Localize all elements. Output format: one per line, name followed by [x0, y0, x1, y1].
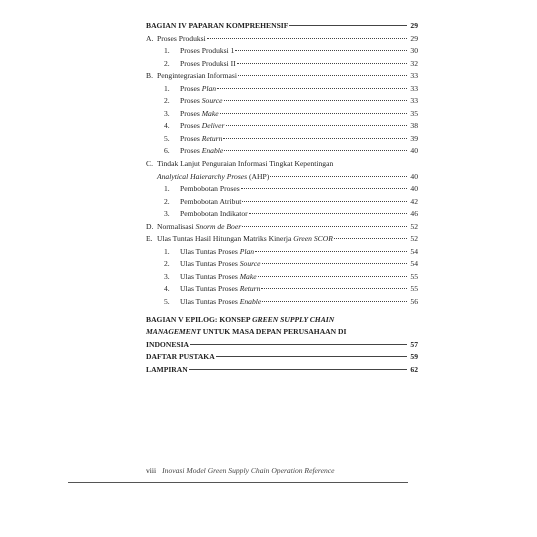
toc-entry-page: 59 — [410, 352, 418, 362]
toc-entry-page: 42 — [410, 196, 418, 206]
toc-entry-page: 38 — [410, 121, 418, 131]
toc-entry-page: 54 — [410, 259, 418, 269]
leader-line — [255, 251, 407, 252]
toc-entry-title: LAMPIRAN — [146, 364, 188, 374]
toc-entry-number: 2. — [164, 96, 170, 106]
toc-entry-number: B. — [146, 71, 153, 81]
toc-entry-bagian-iv[interactable] — [146, 20, 418, 33]
page-footer — [146, 466, 335, 475]
footer-book-title: Inovasi Model Green Supply Chain Operation Reference — [162, 466, 335, 475]
toc-subentry[interactable] — [146, 45, 418, 58]
toc-subentry[interactable] — [146, 296, 418, 309]
toc-entry-page: 32 — [410, 58, 418, 68]
toc-entry-page: 33 — [410, 71, 418, 81]
leader-line — [334, 238, 407, 239]
toc-entry-page: 29 — [410, 21, 418, 30]
toc-entry-number: 2. — [164, 259, 170, 269]
toc-entry-number: A. — [146, 33, 154, 43]
leader-line — [226, 125, 407, 126]
toc-entry-page: 52 — [410, 221, 418, 231]
toc-entry-title-italic: Plan — [239, 246, 255, 256]
toc-entry-title: Proses Produksi 1 — [180, 46, 235, 56]
leader-line — [242, 201, 407, 202]
toc-entry-daftar-pustaka[interactable] — [146, 351, 418, 364]
toc-entry-page: 62 — [410, 364, 418, 374]
toc-subentry[interactable] — [146, 120, 418, 133]
toc-subentry[interactable] — [146, 246, 418, 259]
toc-entry-number: E. — [146, 234, 153, 244]
leader-line — [224, 100, 407, 101]
leader-line — [261, 288, 407, 289]
toc-entry-title: Proses Produksi II — [180, 58, 236, 68]
toc-entry-title-italic: Snorm de Boer — [195, 221, 242, 231]
leader-line — [220, 113, 407, 114]
toc-entry-page: 30 — [410, 46, 418, 56]
toc-entry-number: 2. — [164, 58, 170, 68]
leader-line — [207, 38, 407, 39]
leader-line — [249, 213, 407, 214]
toc-subentry[interactable] — [146, 196, 418, 209]
toc-entry-page: 39 — [410, 133, 418, 143]
toc-entry-title: Proses — [180, 108, 202, 118]
toc-entry-title: UNTUK MASA DEPAN PERUSAHAAN DI — [200, 327, 347, 337]
leader-line — [289, 25, 407, 26]
toc-entry-title: Normalisasi — [157, 221, 196, 231]
toc-subentry[interactable] — [146, 95, 418, 108]
leader-line — [241, 188, 407, 189]
toc-entry-title-italic: Return — [239, 284, 261, 294]
toc-subentry[interactable] — [146, 108, 418, 121]
toc-entry-page: 40 — [410, 146, 418, 156]
toc-entry-title-italic: Return — [201, 133, 223, 143]
leader-line — [189, 369, 407, 370]
toc-entry-title: (AHP) — [247, 171, 270, 181]
toc-entry-title-italic: GREEN SUPPLY CHAIN — [252, 314, 335, 324]
leader-line — [235, 50, 407, 51]
leader-line — [258, 276, 407, 277]
toc-subentry[interactable] — [146, 183, 418, 196]
toc-entry-page: 35 — [410, 108, 418, 118]
toc-entry-title: Ulas Tuntas Hasil Hitungan Matriks Kinerja — [157, 234, 294, 244]
toc-entry-page: 40 — [410, 184, 418, 194]
toc-entry-number: 2. — [164, 196, 170, 206]
toc-entry-title: Ulas Tuntas Proses — [180, 284, 240, 294]
toc-entry-page: 33 — [410, 83, 418, 93]
toc-entry-e[interactable] — [146, 233, 418, 246]
toc-entry-title-italic: Deliver — [201, 121, 225, 131]
toc-entry-number: 3. — [164, 209, 170, 219]
toc-entry-title-italic: Source — [239, 259, 261, 269]
toc-entry-title-italic: Green SCOR — [293, 234, 333, 244]
toc-entry-title: Proses — [180, 83, 202, 93]
toc-entry-page: 57 — [410, 339, 418, 349]
leader-line — [224, 150, 407, 151]
toc-entry-c[interactable] — [146, 158, 418, 171]
toc-entry-d[interactable] — [146, 221, 418, 234]
leader-line — [262, 301, 407, 302]
toc-entry-title: BAGIAN IV PAPARAN KOMPREHENSIF — [146, 21, 289, 30]
leader-line — [242, 226, 407, 227]
toc-subentry[interactable] — [146, 283, 418, 296]
toc-subentry[interactable] — [146, 133, 418, 146]
toc-entry-page: 55 — [410, 284, 418, 294]
toc-entry-number: 1. — [164, 46, 170, 56]
toc-entry-c-continued[interactable] — [146, 171, 418, 184]
toc-entry-page: 29 — [410, 33, 418, 43]
leader-line — [237, 63, 407, 64]
toc-entry-title-italic: Analytical Haierarchy Proses — [157, 171, 248, 181]
toc-entry-title: INDONESIA — [146, 339, 190, 349]
toc-subentry[interactable] — [146, 83, 418, 96]
toc-entry-a[interactable] — [146, 33, 418, 46]
toc-entry-title: Pembobotan Indikator — [180, 209, 248, 219]
toc-entry-title-italic: Make — [201, 108, 219, 118]
toc-entry-bagian-v[interactable] — [146, 314, 418, 352]
toc-entry-number: D. — [146, 221, 154, 231]
toc-entry-lampiran[interactable] — [146, 364, 418, 377]
toc-entry-number: 3. — [164, 271, 170, 281]
toc-entry-page: 46 — [410, 209, 418, 219]
toc-entry-page: 54 — [410, 246, 418, 256]
toc-entry-number: 6. — [164, 146, 170, 156]
toc-entry-number: 1. — [164, 83, 170, 93]
leader-line — [223, 138, 407, 139]
toc-entry-number: 3. — [164, 108, 170, 118]
toc-entry-title-italic: Make — [239, 271, 257, 281]
toc-entry-b[interactable] — [146, 70, 418, 83]
leader-line — [238, 75, 407, 76]
toc-subentry[interactable] — [146, 271, 418, 284]
toc-entry-title-italic: MANAGEMENT — [146, 327, 201, 337]
toc-entry-number: 4. — [164, 121, 170, 131]
toc-entry-title: Proses — [180, 96, 202, 106]
toc-entry-title: Ulas Tuntas Proses — [180, 297, 240, 307]
toc-entry-page: 55 — [410, 271, 418, 281]
toc-entry-title: BAGIAN V EPILOG: KONSEP — [146, 314, 253, 324]
leader-line — [216, 356, 407, 357]
toc-entry-title: DAFTAR PUSTAKA — [146, 352, 215, 362]
toc-subentry[interactable] — [146, 58, 418, 71]
leader-line — [217, 88, 407, 89]
toc-entry-number: C. — [146, 159, 153, 169]
toc-entry-title-italic: Enable — [201, 146, 224, 156]
toc-entry-title-italic: Source — [201, 96, 223, 106]
toc-entry-page: 40 — [410, 171, 418, 181]
toc-entry-title-italic: Plan — [201, 83, 217, 93]
toc-entry-number: 5. — [164, 133, 170, 143]
toc-entry-page: 56 — [410, 297, 418, 307]
toc-entry-title: Ulas Tuntas Proses — [180, 246, 240, 256]
toc-entry-title: Pembobotan Atribut — [180, 196, 242, 206]
toc-subentry[interactable] — [146, 258, 418, 271]
toc-entry-title: Proses — [180, 146, 202, 156]
toc-entry-title: Pembobotan Proses — [180, 184, 240, 194]
toc-entry-page: 52 — [410, 234, 418, 244]
toc-entry-title: Proses — [180, 121, 202, 131]
toc-entry-title: Proses Produksi — [157, 33, 206, 43]
toc-entry-title-italic: Enable — [239, 297, 262, 307]
toc-entry-title: Proses — [180, 133, 202, 143]
toc-entry-page: 33 — [410, 96, 418, 106]
leader-line — [270, 176, 407, 177]
toc-subentry[interactable] — [146, 208, 418, 221]
toc-entry-title: Ulas Tuntas Proses — [180, 259, 240, 269]
toc-entry-number: 1. — [164, 184, 170, 194]
leader-line — [190, 344, 407, 345]
toc-entry-number: 5. — [164, 297, 170, 307]
table-of-contents — [146, 20, 418, 376]
toc-entry-number: 1. — [164, 246, 170, 256]
toc-subentry[interactable] — [146, 145, 418, 158]
toc-entry-title: Ulas Tuntas Proses — [180, 271, 240, 281]
toc-entry-number: 4. — [164, 284, 170, 294]
footer-rule — [68, 482, 408, 483]
footer-page-number: viii — [146, 466, 157, 475]
toc-entry-title: Tindak Lanjut Penguraian Informasi Tingkat Kepentingan — [157, 159, 334, 169]
leader-line — [262, 263, 407, 264]
toc-entry-title: Pengintegrasian Informasi — [157, 71, 237, 81]
